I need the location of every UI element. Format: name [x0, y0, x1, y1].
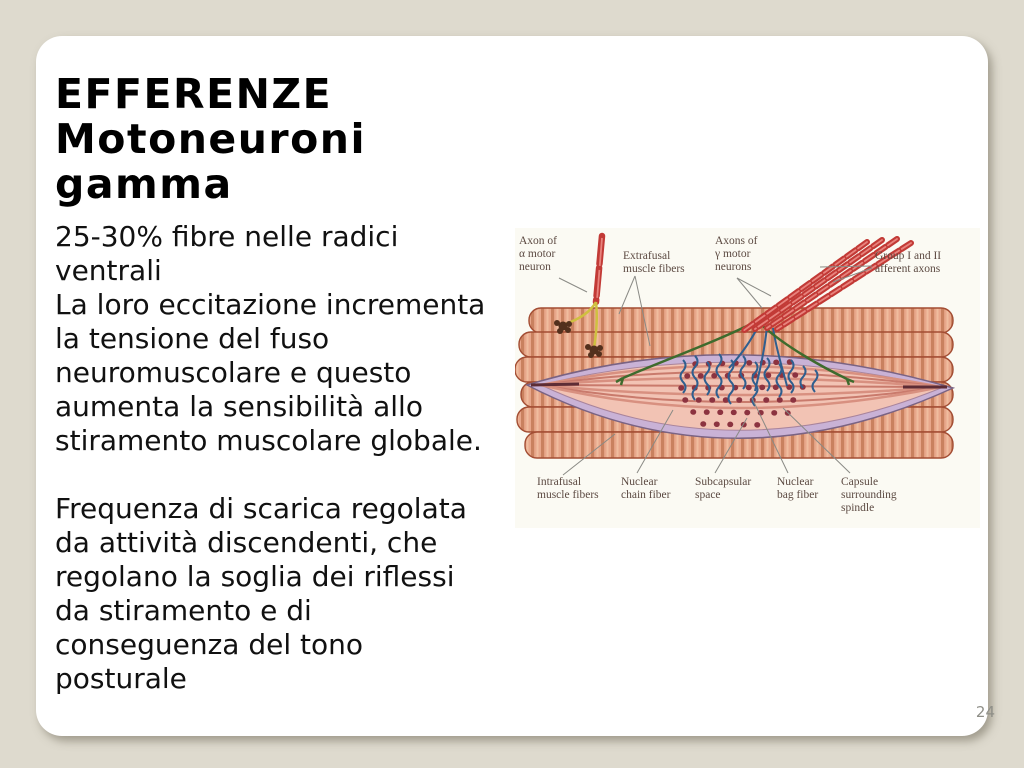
muscle-spindle-figure [515, 228, 980, 528]
body-text-line: aumenta la sensibilità allo [55, 390, 423, 423]
body-text-line: ventrali [55, 254, 162, 287]
label-nuclear-chain: Nuclear [621, 476, 658, 488]
label-nuclear-bag: Nuclear [777, 476, 814, 488]
label-group-afferent: Group I and II [875, 250, 942, 262]
label-axon-alpha: α motor [519, 248, 556, 260]
body-text-line: da stiramento e di [55, 594, 312, 627]
label-extrafusal: Extrafusal [623, 250, 671, 262]
slide-card [36, 36, 995, 736]
slide-title-line: Motoneuroni [55, 115, 367, 163]
body-text-line: la tensione del fuso [55, 322, 330, 355]
body-text-line: La loro eccitazione incrementa [55, 288, 486, 321]
label-capsule: spindle [841, 502, 875, 514]
label-group-afferent: afferent axons [875, 263, 941, 275]
slide-title-line: gamma [55, 160, 233, 208]
body-text-line: neuromuscolare e questo [55, 356, 412, 389]
body-text-line: conseguenza del tono [55, 628, 363, 661]
label-nuclear-chain: chain fiber [621, 489, 671, 501]
label-axons-gamma: γ motor [715, 248, 751, 260]
body-text-line: stiramento muscolare globale. [55, 424, 482, 457]
label-capsule: Capsule [841, 476, 879, 488]
label-subcapsular: Subcapsular [695, 476, 752, 488]
label-axons-gamma: neurons [715, 261, 752, 273]
body-text-line: posturale [55, 662, 187, 695]
label-extrafusal: muscle fibers [623, 263, 685, 275]
label-axon-alpha: Axon of [519, 235, 558, 247]
page-number: 24 [975, 703, 995, 721]
slide-title [55, 72, 366, 207]
label-subcapsular: space [695, 489, 721, 501]
body-text-line: regolano la soglia dei riflessi [55, 560, 455, 593]
body-text-line: Frequenza di scarica regolata [55, 492, 467, 525]
label-nuclear-bag: bag fiber [777, 489, 819, 501]
label-capsule: surrounding [841, 489, 897, 501]
slide-body-text [55, 220, 485, 696]
body-text-line: 25-30% fibre nelle radici [55, 220, 399, 253]
body-text-blank-line [55, 458, 485, 492]
label-intrafusal: Intrafusal [537, 476, 582, 488]
label-axons-gamma: Axons of [715, 235, 758, 247]
label-axon-alpha: neuron [519, 261, 551, 273]
body-text-line: da attività discendenti, che [55, 526, 438, 559]
label-intrafusal: muscle fibers [537, 489, 599, 501]
slide-title-line: EFFERENZE [55, 70, 333, 118]
